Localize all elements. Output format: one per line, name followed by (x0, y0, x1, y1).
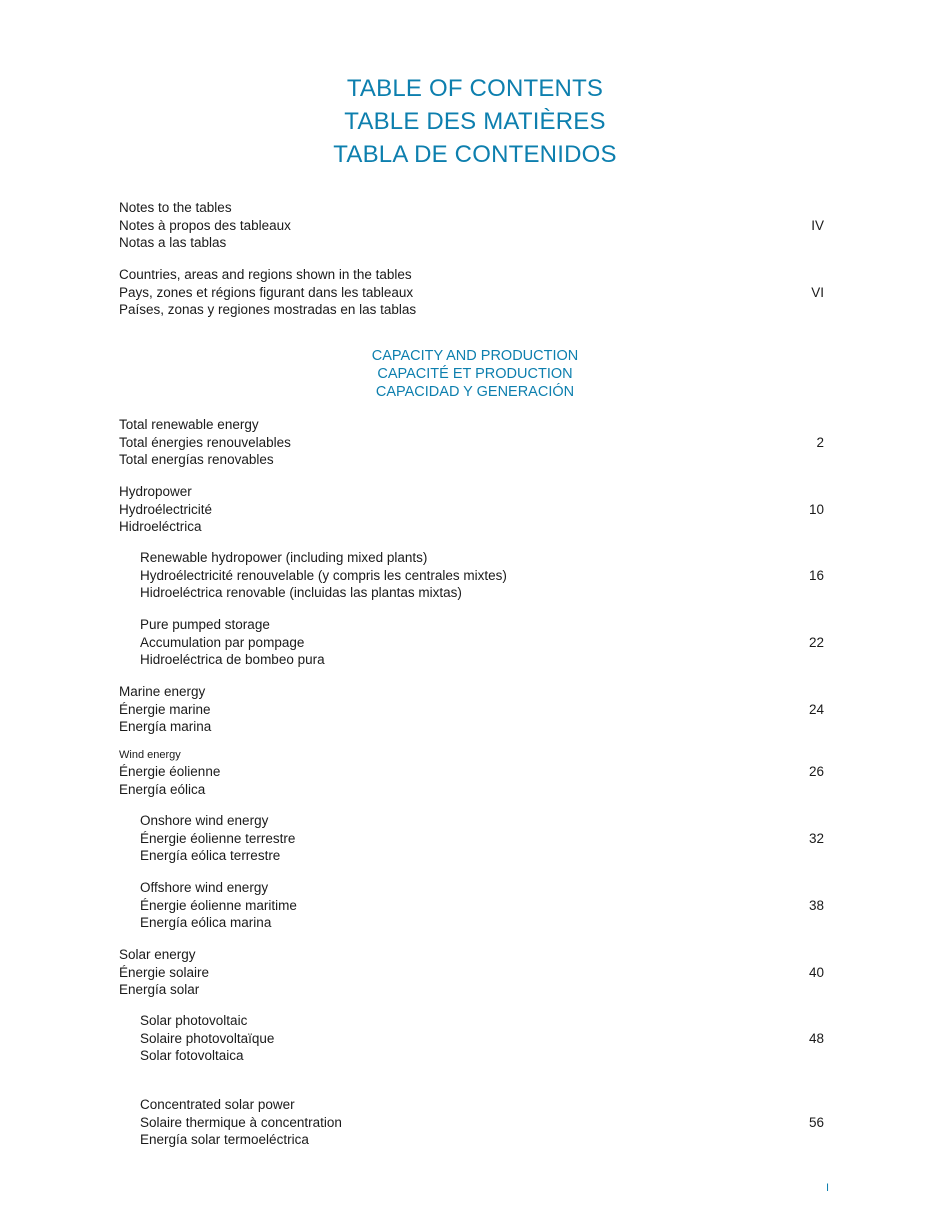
toc-entry-marine[interactable] (119, 683, 824, 736)
entry-line-en: Onshore wind energy (140, 813, 269, 828)
entry-line-es: Notas a las tablas (119, 235, 227, 251)
toc-entry-concentrated-solar[interactable] (140, 1096, 824, 1149)
page-number: 10 (808, 501, 824, 517)
page-title (0, 72, 950, 171)
entry-line-fr: Total énergies renouvelables (119, 434, 291, 450)
entry-line-fr: Hydroélectricité renouvelable (y compris les centrales mixtes) (140, 567, 507, 583)
entry-line-fr: Accumulation par pompage (140, 634, 305, 650)
toc-entry-onshore-wind[interactable] (140, 812, 824, 865)
entry-line-es: Hidroeléctrica (119, 519, 202, 535)
entry-line-en: Hydropower (119, 484, 192, 499)
entry-line-en: Total renewable energy (119, 417, 259, 432)
entry-line-es: Hidroeléctrica de bombeo pura (140, 652, 325, 668)
section-heading-en: CAPACITY AND PRODUCTION (371, 348, 579, 364)
entry-line-fr: Notes à propos des tableaux (119, 217, 291, 233)
entry-line-en: Marine energy (119, 684, 206, 699)
page-number: 26 (808, 764, 824, 779)
toc-entry-hydropower[interactable] (119, 483, 824, 536)
page-number: 32 (808, 830, 824, 846)
toc-entry-offshore-wind[interactable] (140, 879, 824, 932)
page-number: 48 (808, 1030, 824, 1046)
entry-line-en: Offshore wind energy (140, 880, 269, 895)
entry-line-es: Solar fotovoltaica (140, 1048, 244, 1064)
entry-line-es: Energía solar (119, 982, 200, 998)
page-number: 2 (816, 434, 824, 450)
entry-line-en: Solar photovoltaic (140, 1013, 248, 1028)
section-heading-es: CAPACIDAD Y GENERACIÓN (375, 384, 575, 400)
title-french: TABLE DES MATIÈRES (344, 108, 606, 135)
toc-entry-solar[interactable] (119, 946, 824, 999)
entry-line-en: Solar energy (119, 947, 196, 962)
entry-line-es: Energía solar termoeléctrica (140, 1132, 309, 1148)
entry-line-fr: Solaire photovoltaïque (140, 1030, 275, 1046)
entry-line-fr: Hydroélectricité (119, 501, 213, 517)
page-number: 24 (808, 701, 824, 717)
entry-line-en: Pure pumped storage (140, 617, 270, 632)
entry-line-fr: Énergie marine (119, 701, 211, 717)
page-number: IV (811, 217, 824, 233)
toc-entry-countries[interactable] (119, 266, 824, 319)
entry-line-fr: Solaire thermique à concentration (140, 1114, 342, 1130)
page-number: 16 (808, 567, 824, 583)
title-spanish: TABLA DE CONTENIDOS (333, 141, 617, 168)
entry-line-en: Notes to the tables (119, 200, 232, 215)
entry-line-es: Energía eólica (119, 781, 206, 797)
entry-line-en: Countries, areas and regions shown in the tables (119, 267, 412, 282)
section-heading-fr: CAPACITÉ ET PRODUCTION (377, 366, 573, 382)
entry-line-es: Total energías renovables (119, 452, 274, 468)
title-english: TABLE OF CONTENTS (346, 75, 604, 102)
entry-line-es: Hidroeléctrica renovable (incluidas las plantas mixtas) (140, 585, 462, 601)
folio-page-number: I (826, 1182, 830, 1194)
page-number: 56 (808, 1114, 824, 1130)
entry-line-fr: Énergie éolienne terrestre (140, 830, 296, 846)
entry-line-en: Concentrated solar power (140, 1097, 295, 1112)
entry-line-en: Renewable hydropower (including mixed plants) (140, 550, 428, 565)
toc-entry-notes[interactable] (119, 199, 824, 252)
section-heading (0, 347, 950, 401)
entry-line-fr: Énergie éolienne (119, 764, 221, 779)
page-number: VI (811, 284, 824, 300)
toc-entry-total-renewable[interactable] (119, 416, 824, 469)
entry-line-fr: Énergie solaire (119, 964, 210, 980)
entry-line-es: Energía marina (119, 719, 212, 735)
toc-entry-pumped-storage[interactable] (140, 616, 824, 669)
toc-entry-wind[interactable] (119, 748, 824, 798)
page-number: 40 (808, 964, 824, 980)
entry-line-fr: Énergie éolienne maritime (140, 897, 297, 913)
entry-line-es: Países, zonas y regiones mostradas en las tablas (119, 302, 417, 318)
toc-entry-renewable-hydropower[interactable] (140, 549, 824, 602)
entry-line-fr: Pays, zones et régions figurant dans les tableaux (119, 284, 414, 300)
entry-line-es: Energía eólica marina (140, 915, 272, 931)
toc-entry-solar-photovoltaic[interactable] (140, 1012, 824, 1065)
page-number: 22 (808, 634, 824, 650)
entry-line-es: Energía eólica terrestre (140, 848, 281, 864)
page-number: 38 (808, 897, 824, 913)
entry-line-en: Wind energy (119, 749, 181, 761)
